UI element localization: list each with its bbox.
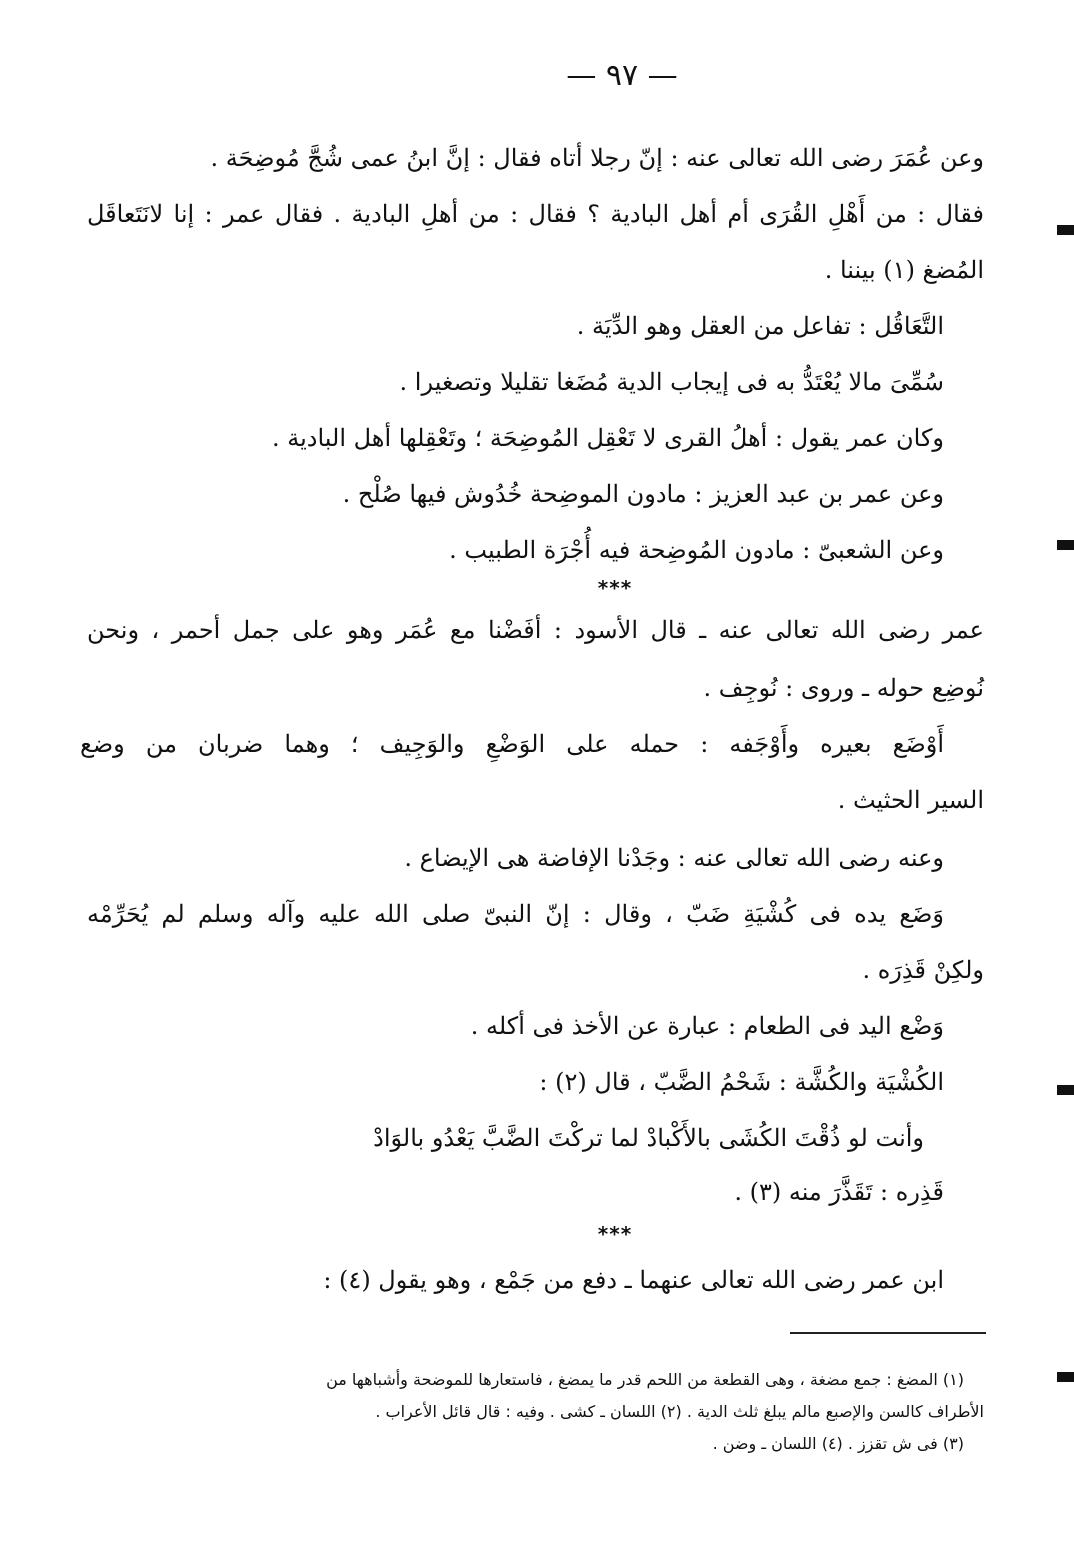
- body-line-13: وعنه رضى الله تعالى عنه : وجَدْنا الإفاضة هى الإيضاع .: [404, 844, 944, 872]
- scan-edge-mark: [1057, 225, 1074, 235]
- body-line-19: قَذِره : تَقَذَّرَ منه (٣) .: [734, 1178, 944, 1206]
- body-line-5: سُمِّىَ مالا يُعْتَدُّ به فى إيجاب الدية مُضَغا تقليلا وتصغيرا .: [399, 368, 944, 396]
- body-line-12: السير الحثيث .: [837, 786, 984, 814]
- section-separator: ***: [597, 1222, 633, 1246]
- scan-edge-mark: [1057, 1085, 1074, 1095]
- section-separator: ***: [597, 576, 633, 600]
- body-line-10: نُوضِع حوله ـ وروى : نُوجِف .: [703, 674, 984, 702]
- footnote-line-1: (١) المضغ : جمع مضغة ، وهى القطعة من اللحم قدر ما يمضغ ، فاستعارها للموضحة وأشباهها من: [326, 1370, 964, 1389]
- body-line-15: ولكِنْ قَذِرَه .: [862, 956, 984, 984]
- body-line-1: وعن عُمَرَ رضى الله تعالى عنه : إنّ رجلا أتاه فقال : إنَّ ابنُ عمى شُجَّ مُوضِحَة .: [210, 144, 984, 172]
- body-line-14: وَضَع يده فى كُشْيَةِ ضَبّ ، وقال : إنّ النبىّ صلى الله عليه وآله وسلم لم يُحَرِّمْه: [87, 900, 944, 928]
- scan-edge-mark: [1057, 540, 1074, 550]
- verse-line: وأنت لو ذُقْتَ الكُشَى بالأَكْبادْ لما تركْتَ الضَّبَّ يَعْدُو بالوَادْ: [373, 1124, 924, 1152]
- scan-edge-mark: [1057, 1372, 1074, 1382]
- footnote-rule: [790, 1332, 986, 1334]
- body-line-16: وَضْع اليد فى الطعام : عبارة عن الأخذ فى أكله .: [470, 1012, 944, 1040]
- body-line-2: فقال : من أَهْلِ القُرَى أم أهل البادية ؟ فقال : من أهلِ البادية . فقال عمر : إنا لانَتَعاقَل: [87, 200, 984, 228]
- body-line-7: وعن عمر بن عبد العزيز : مادون الموضِحة خُدُوش فيها صُلْح .: [342, 480, 944, 508]
- page-number: — ٩٧ —: [566, 58, 678, 93]
- footnote-line-2: الأطراف كالسن والإصبع مالم يبلغ ثلث الدية . (٢) اللسان ـ كشى . وفيه : قال قائل الأعراب .: [375, 1402, 984, 1421]
- body-line-20: ابن عمر رضى الله تعالى عنهما ـ دفع من جَمْع ، وهو يقول (٤) :: [323, 1266, 944, 1294]
- body-line-9: عمر رضى الله تعالى عنه ـ قال الأسود : أفَضْنا مع عُمَر وهو على جمل أحمر ، ونحن: [87, 616, 984, 644]
- footnote-line-3: (٣) فى ش تقزز . (٤) اللسان ـ وضن .: [712, 1434, 964, 1453]
- body-line-17: الكُشْيَة والكُشَّة : شَحْمُ الضَّبّ ، قال (٢) :: [539, 1068, 944, 1096]
- body-line-6: وكان عمر يقول : أهلُ القرى لا تَعْقِل المُوضِحَة ؛ وتَعْقِلها أهل البادية .: [271, 424, 944, 452]
- body-line-3: المُضغ (١) بيننا .: [824, 256, 984, 284]
- body-line-8: وعن الشعبىّ : مادون المُوضِحة فيه أُجْرَة الطبيب .: [449, 536, 944, 564]
- body-line-4: التَّعَاقُل : تفاعل من العقل وهو الدِّيَة .: [576, 312, 944, 340]
- body-line-11: أَوْضَع بعيره وأَوْجَفه : حمله على الوَضْعِ والوَجِيف ؛ وهما ضربان من وضع: [80, 730, 944, 758]
